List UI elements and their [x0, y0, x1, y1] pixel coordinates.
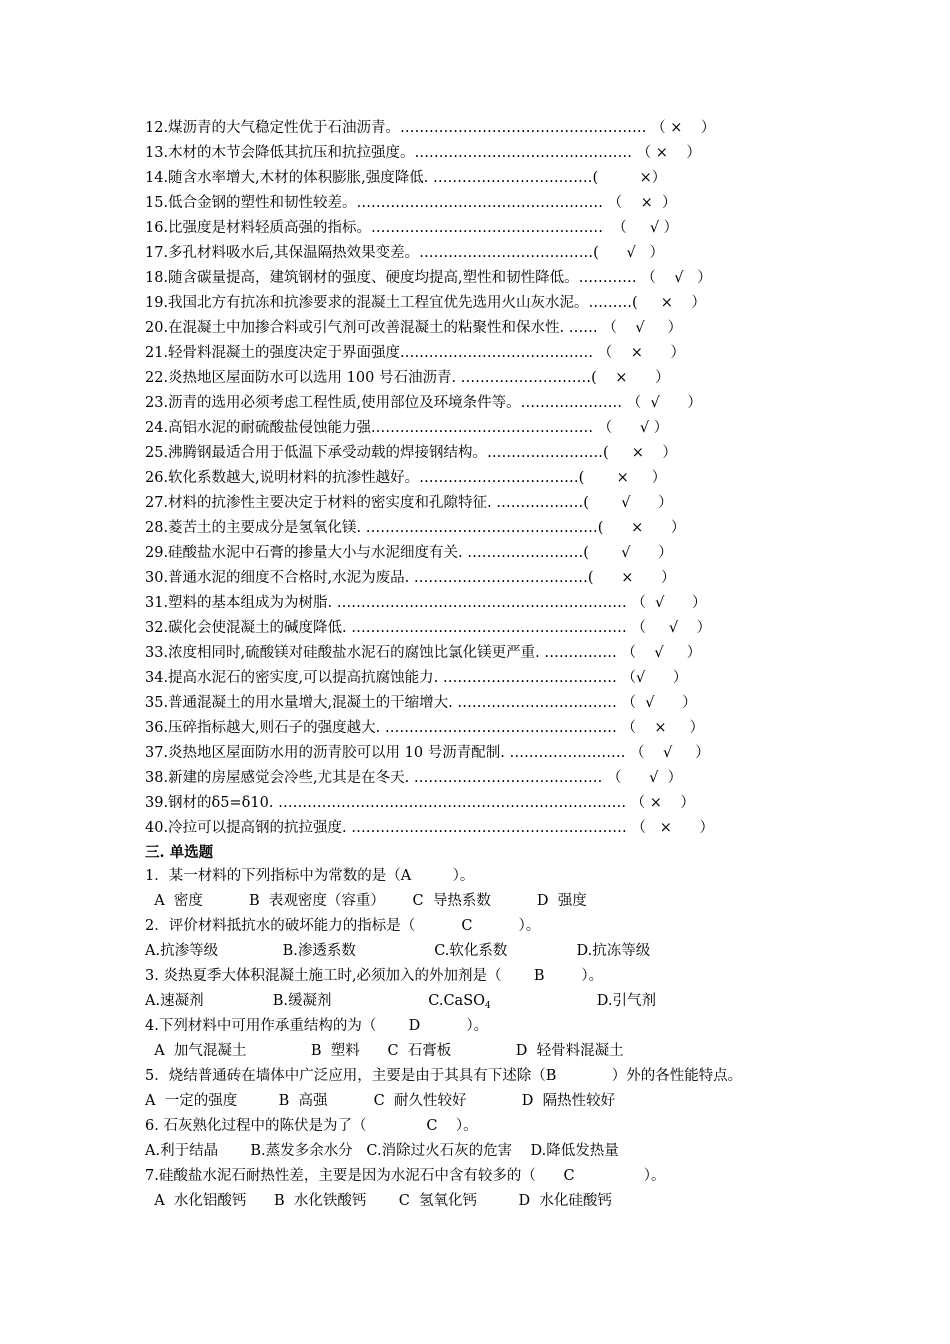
question-4: 4.下列材料中可用作承重结构的为（ D ）。: [145, 1018, 489, 1034]
question-7-options: A 水化铝酸钙 B 水化铁酸钙 C 氢氧化钙 D 水化硅酸钙: [145, 1193, 612, 1209]
tf-item-37: 37.炎热地区屋面防水用的沥青胶可以用 10 号沥青配制. …………………… （ √ ）: [145, 745, 710, 761]
tf-item-35: 35.普通混凝土的用水量增大,混凝土的干缩增大. …………………………… （ √ ）: [145, 695, 697, 711]
question-7: 7.硅酸盐水泥石耐热性差，主要是因为水泥石中含有较多的（ C ）。: [145, 1168, 666, 1184]
tf-item-40: 40.冷拉可以提高钢的抗拉强度. ………………………………………………… （ × ）: [145, 820, 715, 836]
tf-item-34: 34.提高水泥石的密实度,可以提高抗腐蚀能力. ……………………………… （√ ）: [145, 670, 688, 686]
tf-item-21: 21.轻骨料混凝土的强度决定于界面强度.………………………………… （ × ）: [145, 345, 686, 361]
tf-item-12: 12.煤沥青的大气稳定性优于石油沥青。…………………………………………… （ × ）: [145, 120, 716, 136]
tf-item-27: 27.材料的抗渗性主要决定于材料的密实度和孔隙特征. ………………( √ ）: [145, 495, 673, 511]
tf-item-14: 14.随含水率增大,木材的体积膨胀,强度降低. ……………………………( ×）: [145, 170, 667, 186]
tf-item-33: 33.浓度相同时,硫酸镁对硅酸盐水泥石的腐蚀比氯化镁更严重. …………… （ √ ）: [145, 645, 702, 661]
question-3-options: [145, 991, 656, 1011]
question-3: 3. 炎热夏季大体积混凝土施工时,必须加入的外加剂是（ B ）。: [145, 968, 604, 984]
question-3-options-rest: D.引气剂: [490, 993, 656, 1009]
tf-item-18: 18.随含碳量提高，建筑钢材的强度、硬度均提高,塑性和韧性降低。………… （ √ ）: [145, 270, 712, 286]
question-3-options-main: A.速凝剂 B.缓凝剂 C.CaSO: [145, 993, 486, 1009]
tf-item-32: 32.碳化会使混凝土的碱度降低. ………………………………………………… （ √ ）: [145, 620, 712, 636]
tf-item-38: 38.新建的房屋感觉会冷些,尤其是在冬天. ………………………………… （ √ ）: [145, 770, 683, 786]
tf-item-17: 17.多孔材料吸水后,其保温隔热效果变差。………………………………( √ ）: [145, 245, 665, 261]
tf-item-25: 25.沸腾钢最适合用于低温下承受动载的焊接钢结构。……………………( × ）: [145, 445, 677, 461]
question-6: 6. 石灰熟化过程中的陈伏是为了（ C ）。: [145, 1118, 478, 1134]
question-2-options: A.抗渗等级 B.渗透系数 C.软化系数 D.抗冻等级: [145, 943, 651, 959]
tf-item-28: 28.菱苦土的主要成分是氢氧化镁. …………………………………………( × ）: [145, 520, 686, 536]
subscript-4: 4: [485, 1001, 491, 1011]
question-6-options: A.利于结晶 B.蒸发多余水分 C.消除过火石灰的危害 D.降低发热量: [145, 1143, 619, 1159]
question-2: 2．评价材料抵抗水的破坏能力的指标是（ C ）。: [145, 918, 541, 934]
tf-item-22: 22.炎热地区屋面防水可以选用 100 号石油沥青. ………………………( × ）: [145, 370, 670, 386]
tf-item-29: 29.硅酸盐水泥中石膏的掺量大小与水泥细度有关. ……………………( √ ）: [145, 545, 673, 561]
section-title-single-choice: 三. 单选题: [145, 844, 214, 861]
tf-item-16: 16.比强度是材料轻质高强的指标。………………………………………… （ √ ）: [145, 220, 679, 236]
tf-item-13: 13.木材的木节会降低其抗压和抗拉强度。……………………………………… （ × ）: [145, 145, 701, 161]
tf-item-23: 23.沥青的选用必须考虑工程性质,使用部位及环境条件等。………………… （ √ ）: [145, 395, 702, 411]
tf-item-20: 20.在混凝土中加掺合料或引气剂可改善混凝土的粘聚性和保水性. …… （ √ ）: [145, 320, 683, 336]
question-5-options: A 一定的强度 B 高强 C 耐久性较好 D 隔热性较好: [145, 1093, 616, 1109]
question-1-options: A 密度 B 表观密度（容重） C 导热系数 D 强度: [145, 893, 587, 909]
tf-item-36: 36.压碎指标越大,则石子的强度越大. ………………………………………… （ × ）: [145, 720, 705, 736]
tf-item-30: 30.普通水泥的细度不合格时,水泥为废品. ………………………………( × ）: [145, 570, 676, 586]
tf-item-15: 15.低合金钢的塑性和韧性较差。…………………………………………… （ × ）: [145, 195, 677, 211]
question-4-options: A 加气混凝土 B 塑料 C 石膏板 D 轻骨料混凝土: [145, 1043, 624, 1059]
tf-item-26: 26.软化系数越大,说明材料的抗渗性越好。……………………………( × ）: [145, 470, 667, 486]
question-1: 1．某一材料的下列指标中为常数的是（A ）。: [145, 868, 475, 884]
question-5: 5．烧结普通砖在墙体中广泛应用，主要是由于其具有下述除（B ）外的各性能特点。: [145, 1068, 743, 1084]
tf-item-39: 39.钢材的δ5=δ10. ……………………………………………………………… （ × ）: [145, 795, 695, 811]
tf-item-31: 31.塑料的基本组成为为树脂. …………………………………………………… （ √ ）: [145, 595, 707, 611]
tf-item-24: 24.高铝水泥的耐硫酸盐侵蚀能力强.……………………………………… （ √ ）: [145, 420, 669, 436]
tf-item-19: 19.我国北方有抗冻和抗渗要求的混凝土工程宜优先选用火山灰水泥。………( × ）: [145, 295, 706, 311]
